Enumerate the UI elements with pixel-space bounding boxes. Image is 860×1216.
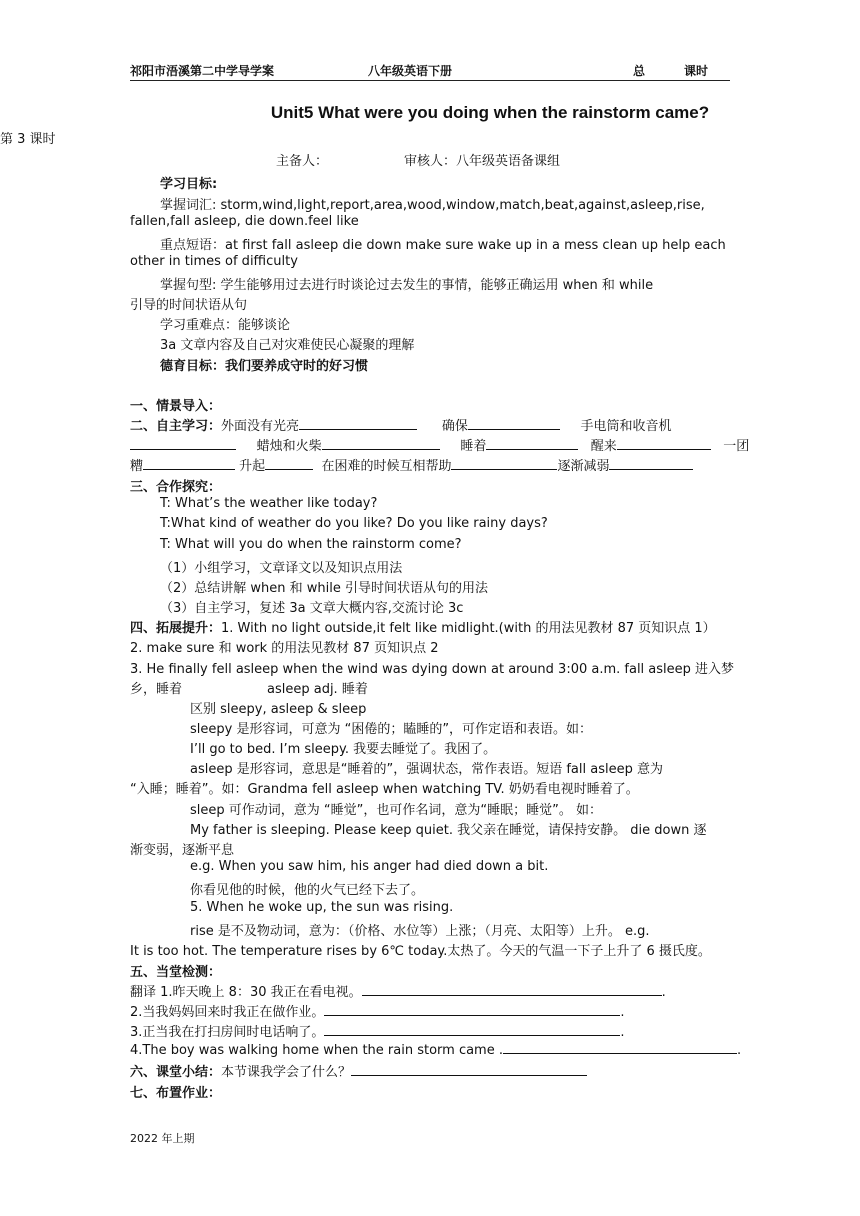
- answer-blank[interactable]: [143, 457, 235, 470]
- s2-item-candles: 蜡烛和火柴: [256, 439, 322, 454]
- s4-die-down-translation: 你看见他的时候，他的火气已经下去了。: [190, 883, 425, 898]
- s4-rise-def: rise 是不及物动词，意为：（价格、水位等）上涨；（月亮、太阳等）上升。 e.g.: [190, 924, 650, 939]
- period-mark: .: [661, 985, 666, 1000]
- s2-item-die-down: 逐渐减弱: [557, 459, 610, 474]
- objectives-heading: 学习目标:: [160, 177, 218, 192]
- page-footer: 2022 年上期: [130, 1132, 195, 1145]
- answer-blank[interactable]: [351, 1063, 587, 1076]
- s5-task-4: [130, 1041, 741, 1058]
- s4-sleep-def: sleep 可作动词，意为 “睡觉”，也可作名词，意为“睡眠；睡觉”。 如：: [190, 803, 602, 818]
- answer-blank[interactable]: [362, 983, 662, 996]
- section-2-line-3: [130, 455, 693, 474]
- section-6-line: [130, 1061, 587, 1080]
- s5-task-2: [130, 1001, 625, 1020]
- s4-compare-heading: 区别 sleepy, asleep & sleep: [190, 702, 367, 717]
- s4-asleep-def: asleep 是形容词，意思是“睡着的”，强调状态，常作表语。短语 fall asleep 意为: [190, 762, 663, 777]
- s4-die-down-def: 渐变弱，逐渐平息: [130, 843, 235, 858]
- section-7-heading: 七、布置作业：: [130, 1086, 222, 1101]
- s5-task-2-text: 2.当我妈妈回来时我正在做作业。: [130, 1005, 325, 1020]
- preparer-line: [276, 150, 561, 169]
- section-2-line-1: [130, 415, 672, 434]
- s4-point-4a: 乡，睡着: [130, 682, 183, 697]
- answer-blank[interactable]: [299, 417, 417, 430]
- s2-item-asleep: 睡着: [460, 439, 487, 454]
- header-total: 总: [633, 64, 646, 78]
- period-mark: .: [737, 1043, 742, 1058]
- section-4-heading: 四、拓展提升：: [130, 621, 222, 636]
- lesson-number: 第 3 课时: [0, 132, 56, 147]
- section-2-heading: 二、自主学习：: [130, 419, 222, 434]
- answer-blank[interactable]: [468, 417, 560, 430]
- answer-blank[interactable]: [130, 437, 236, 450]
- s2-item-wake: 醒来: [590, 439, 617, 454]
- section-2-line-2: [130, 435, 749, 454]
- preparer-label: 主备人：: [276, 154, 329, 169]
- s4-asleep-example: “入睡；睡着”。如：Grandma fell asleep when watching TV. 奶奶看电视时睡着了。: [130, 782, 639, 797]
- s2-item-rise: 升起: [239, 459, 266, 474]
- s5-task-3-text: 3.正当我在打扫房间时电话响了。: [130, 1025, 325, 1040]
- s2-item-no-light: 外面没有光亮: [221, 419, 300, 434]
- header-book: 八年级英语下册: [368, 64, 453, 78]
- s2-item-mess-b: 糟: [130, 459, 144, 474]
- s4-sleepy-example: I’ll go to bed. I’m sleepy. 我要去睡觉了。我困了。: [190, 742, 497, 757]
- answer-blank[interactable]: [265, 457, 313, 470]
- s3-question-3: T: What will you do when the rainstorm come?: [160, 537, 462, 552]
- s4-die-down-example: e.g. When you saw him, his anger had died down a bit.: [190, 859, 549, 874]
- s6-question: 本节课我学会了什么？: [221, 1065, 352, 1080]
- header-school: 祁阳市浯溪第二中学导学案: [130, 64, 275, 78]
- section-4-line-1: [130, 617, 716, 636]
- objectives-sentences-1: 掌握句型: 学生能够用过去进行时谈论过去发生的事情，能够正确运用 when 和 while: [160, 278, 654, 293]
- period-mark: .: [620, 1025, 625, 1040]
- s4-point-2: 2. make sure 和 work 的用法见教材 87 页知识点 2: [130, 641, 439, 656]
- s2-item-make-sure: 确保: [441, 419, 468, 434]
- header-period: 课时: [684, 64, 709, 78]
- section-6-heading: 六、课堂小结：: [130, 1065, 222, 1080]
- s5-task-1: [130, 981, 666, 1000]
- section-1-heading: 一、情景导入：: [130, 399, 222, 414]
- s4-sleepy-def: sleepy 是形容词，可意为 “困倦的；瞌睡的”，可作定语和表语。如：: [190, 722, 593, 737]
- s5-task-4-text: 4.The boy was walking home when the rain storm came .: [130, 1043, 503, 1058]
- s4-sleep-example: My father is sleeping. Please keep quiet. 我父亲在睡觉，请保持安静。 die down 逐: [190, 823, 707, 838]
- page-title: Unit5 What were you doing when the rainstorm came?: [270, 103, 710, 122]
- answer-blank[interactable]: [617, 437, 711, 450]
- answer-blank[interactable]: [609, 457, 693, 470]
- s4-point-4b: asleep adj. 睡着: [267, 682, 368, 697]
- s3-question-1: T: What’s the weather like today?: [160, 496, 378, 511]
- objectives-moral: 德育目标：我们要养成守时的好习惯: [160, 359, 369, 374]
- s3-question-2: T:What kind of weather do you like? Do you like rainy days?: [160, 516, 548, 531]
- s3-step-2: （2）总结讲解 when 和 while 引导时间状语从句的用法: [160, 581, 489, 596]
- reviewer-label: 审核人：八年级英语备课组: [404, 154, 561, 169]
- answer-blank[interactable]: [324, 1003, 620, 1016]
- section-5-heading: 五、当堂检测：: [130, 965, 222, 980]
- objectives-key-2: 3a 文章内容及自己对灾难使民心凝聚的理解: [160, 338, 415, 353]
- s4-point-5: 5. When he woke up, the sun was rising.: [190, 900, 454, 915]
- objectives-phrases-2: other in times of difficulty: [130, 254, 298, 269]
- answer-blank[interactable]: [322, 437, 440, 450]
- s2-item-mess-a: 一团: [723, 439, 750, 454]
- objectives-phrases-1: 重点短语：at first fall asleep die down make sure wake up in a mess clean up help each: [160, 238, 726, 253]
- s5-task-3: [130, 1021, 625, 1040]
- objectives-vocab-2: fallen,fall asleep, die down.feel like: [130, 214, 359, 229]
- s4-point-3: 3. He finally fell asleep when the wind was dying down at around 3:00 a.m. fall asleep 进入梦: [130, 662, 735, 677]
- s3-step-1: （1）小组学习，文章译文以及知识点用法: [160, 561, 403, 576]
- answer-blank[interactable]: [486, 437, 578, 450]
- answer-blank[interactable]: [324, 1023, 620, 1036]
- s4-rise-example: It is too hot. The temperature rises by 6℃ today.太热了。今天的气温一下子上升了 6 摄氏度。: [130, 944, 711, 959]
- objectives-key-1: 学习重难点：能够谈论: [160, 318, 291, 333]
- s4-point-1: 1. With no light outside,it felt like midlight.(with 的用法见教材 87 页知识点 1）: [221, 621, 716, 636]
- answer-blank[interactable]: [503, 1041, 737, 1054]
- objectives-vocab-1: 掌握词汇: storm,wind,light,report,area,wood,window,match,beat,against,asleep,rise,: [160, 198, 705, 213]
- answer-blank[interactable]: [451, 457, 557, 470]
- s3-step-3: （3）自主学习，复述 3a 文章大概内容,交流讨论 3c: [160, 601, 464, 616]
- s5-task-1-text: 翻译 1.昨天晚上 8：30 我正在看电视。: [130, 985, 362, 1000]
- objectives-sentences-2: 引导的时间状语从句: [130, 298, 248, 313]
- s2-item-help: 在困难的时候互相帮助: [321, 459, 452, 474]
- page-header: [130, 62, 730, 81]
- section-3-heading: 三、合作探究：: [130, 480, 222, 495]
- s2-item-flashlight: 手电筒和收音机: [580, 419, 672, 434]
- period-mark: .: [620, 1005, 625, 1020]
